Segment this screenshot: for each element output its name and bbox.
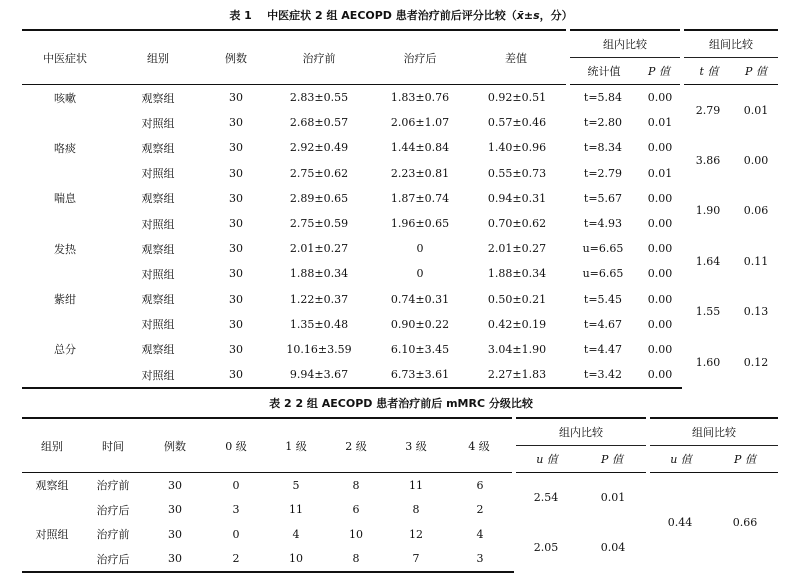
t2-g2: 10 [349, 527, 363, 541]
t1-after: 2.06±1.07 [390, 116, 450, 130]
t1-header-stat: 统计值 [568, 58, 638, 85]
t2-g1: 10 [266, 547, 326, 573]
t1-n: 30 [229, 292, 243, 306]
t2-g2: 6 [352, 503, 360, 517]
t1-p: 0.01 [647, 116, 673, 130]
t2-header-within: 组内比较 [514, 418, 648, 446]
t1-stat: t=4.67 [583, 317, 623, 331]
t1-before: 1.35±0.48 [289, 317, 349, 331]
t1-after: 1.83±0.76 [390, 91, 450, 105]
t2-g0: 0 [232, 527, 240, 541]
t1-group: 对照组 [141, 267, 175, 281]
t2-header-p: P 值 [578, 446, 648, 473]
t1-before: 9.94±3.67 [264, 362, 374, 388]
t2-header-p2: P 值 [712, 446, 778, 473]
t1-header-between: 组间比较 [682, 30, 778, 58]
t1-after: 6.73±3.61 [374, 362, 466, 388]
t1-header-p2: P 值 [734, 58, 778, 85]
t2-group [22, 547, 82, 573]
t1-diff: 0.42±0.19 [487, 317, 547, 331]
table-row [22, 362, 778, 388]
t2-n: 30 [144, 547, 206, 573]
table-row [22, 473, 778, 498]
t1-group: 观察组 [141, 192, 175, 206]
t2-g2: 8 [352, 478, 360, 492]
t1-stat: t=4.47 [583, 342, 623, 356]
t1-header-symptom: 中医症状 [22, 30, 108, 85]
t1-p2-value: 0.06 [743, 204, 769, 218]
t2-group: 观察组 [35, 479, 69, 493]
t2-g0: 2 [206, 547, 266, 573]
table-row [22, 337, 778, 362]
t2-within-u: 2.54 [533, 491, 559, 504]
t2-g3: 8 [412, 503, 420, 517]
t1-after: 0.90±0.22 [390, 317, 450, 331]
t2-time: 治疗前 [96, 479, 130, 493]
table1-caption-suffix: ，分） [539, 9, 573, 22]
t1-header-before: 治疗前 [264, 30, 374, 85]
t1-symptom: 发热 [54, 242, 76, 256]
t1-symptom [22, 110, 108, 135]
t1-diff: 0.92±0.51 [487, 91, 547, 105]
t2-g4: 4 [476, 527, 484, 541]
t2-n: 30 [168, 503, 182, 517]
t2-g4: 6 [476, 478, 484, 492]
t2-g1: 4 [292, 527, 300, 541]
t1-after: 1.87±0.74 [390, 191, 450, 205]
t1-group: 观察组 [141, 242, 175, 256]
t2-group: 对照组 [35, 528, 69, 542]
t1-diff: 2.01±0.27 [487, 242, 547, 256]
t1-diff: 0.70±0.62 [487, 217, 547, 231]
t1-stat: t=5.45 [583, 292, 623, 306]
table-row [22, 312, 778, 337]
t1-p: 0.00 [647, 317, 673, 331]
t1-n: 30 [229, 141, 243, 155]
table1-caption [0, 7, 802, 23]
t2-g1: 11 [289, 503, 303, 517]
t1-n: 30 [229, 317, 243, 331]
t2-header-count: 例数 [144, 418, 206, 473]
t1-stat: t=8.34 [583, 141, 623, 155]
table-row [22, 186, 778, 211]
table2 [22, 417, 778, 573]
t1-diff: 0.55±0.73 [487, 166, 547, 180]
t1-before: 2.75±0.59 [289, 217, 349, 231]
table-row [22, 211, 778, 236]
t1-group: 对照组 [141, 217, 175, 231]
t1-after: 2.23±0.81 [390, 166, 450, 180]
table1-caption-stat: x̄±s [516, 9, 540, 22]
t1-group: 对照组 [141, 318, 175, 332]
t1-after: 1.96±0.65 [390, 217, 450, 231]
table-row [22, 135, 778, 160]
t1-after: 0 [416, 267, 424, 281]
t2-header-between: 组间比较 [648, 418, 778, 446]
table-row [22, 236, 778, 261]
t1-diff: 0.50±0.21 [487, 292, 547, 306]
t1-header-diff: 差值 [466, 30, 568, 85]
table-row [22, 287, 778, 312]
t2-header-g4: 4 级 [446, 418, 514, 473]
t1-p: 0.00 [647, 242, 673, 256]
t1-p: 0.00 [647, 342, 673, 356]
t1-stat: t=3.42 [568, 362, 638, 388]
t2-time: 治疗后 [96, 503, 130, 517]
t2-header-group: 组别 [22, 418, 82, 473]
t1-header-within: 组内比较 [568, 30, 682, 58]
t1-before: 2.75±0.62 [289, 166, 349, 180]
t1-diff: 1.88±0.34 [487, 267, 547, 281]
t1-diff: 0.94±0.31 [487, 191, 547, 205]
t1-p: 0.00 [647, 141, 673, 155]
t2-header-g1: 1 级 [266, 418, 326, 473]
t1-p: 0.00 [647, 217, 673, 231]
t1-p2-value: 0.01 [743, 103, 769, 117]
t1-stat: t=4.93 [583, 217, 623, 231]
t2-between-u: 0.44 [667, 516, 693, 529]
t1-before: 2.92±0.49 [289, 141, 349, 155]
table2-caption: 表 2 2 组 AECOPD 患者治疗前后 mMRC 分级比较 [269, 397, 533, 410]
t1-diff: 1.40±0.96 [487, 141, 547, 155]
t1-before: 1.88±0.34 [289, 267, 349, 281]
t1-symptom [22, 161, 108, 186]
t1-group: 观察组 [141, 91, 175, 105]
table1 [22, 29, 778, 389]
t1-group: 对照组 [141, 116, 175, 130]
t2-g1: 5 [292, 478, 300, 492]
t1-header-after: 治疗后 [374, 30, 466, 85]
t1-stat: t=5.84 [583, 91, 623, 105]
t2-time: 治疗后 [82, 547, 144, 573]
t1-group: 对照组 [141, 167, 175, 181]
t2-header-u: u 值 [514, 446, 578, 473]
t1-t-value: 1.60 [695, 356, 721, 370]
t1-n: 30 [229, 242, 243, 256]
t1-n: 30 [229, 217, 243, 231]
t1-after: 0 [416, 242, 424, 256]
t1-p2-value: 0.12 [743, 356, 769, 370]
t1-before: 2.83±0.55 [289, 91, 349, 105]
t1-group: 观察组 [141, 293, 175, 307]
t1-symptom: 总分 [54, 343, 76, 357]
t1-n: 30 [229, 116, 243, 130]
t2-header-g3: 3 级 [386, 418, 446, 473]
t1-header-count: 例数 [208, 30, 264, 85]
t2-n: 30 [168, 478, 182, 492]
t1-before: 2.68±0.57 [289, 116, 349, 130]
t1-header-p: P 值 [638, 58, 682, 85]
t1-diff: 3.04±1.90 [487, 342, 547, 356]
t1-symptom [22, 211, 108, 236]
t1-diff: 0.57±0.46 [487, 116, 547, 130]
t2-g4: 2 [476, 503, 484, 517]
t1-t-value: 1.90 [695, 204, 721, 218]
t2-g3: 11 [409, 478, 423, 492]
t2-time: 治疗前 [96, 528, 130, 542]
t1-symptom [22, 312, 108, 337]
t1-symptom: 咯痰 [54, 141, 76, 155]
t1-after: 0.74±0.31 [390, 292, 450, 306]
t1-n: 30 [229, 191, 243, 205]
t2-between-p: 0.66 [732, 516, 758, 529]
t1-n: 30 [229, 342, 243, 356]
t1-after: 1.44±0.84 [390, 141, 450, 155]
t1-group: 观察组 [141, 343, 175, 357]
t1-before: 10.16±3.59 [286, 342, 352, 356]
t1-stat: u=6.65 [582, 267, 624, 281]
t1-p2-value: 0.00 [743, 154, 769, 168]
t1-before: 2.01±0.27 [289, 242, 349, 256]
t1-stat: u=6.65 [582, 242, 624, 256]
table-row [22, 261, 778, 286]
t1-before: 2.89±0.65 [289, 191, 349, 205]
t2-g3: 7 [386, 547, 446, 573]
t2-g0: 3 [232, 503, 240, 517]
t2-g3: 12 [409, 527, 423, 541]
t1-symptom: 紫绀 [54, 293, 76, 307]
t2-g2: 8 [326, 547, 386, 573]
t1-group: 观察组 [141, 141, 175, 155]
t1-n: 30 [229, 166, 243, 180]
t1-stat: t=2.79 [583, 166, 623, 180]
t1-header-group: 组别 [108, 30, 208, 85]
t1-symptom [22, 362, 108, 388]
t2-g0: 0 [232, 478, 240, 492]
t1-t-value: 3.86 [695, 154, 721, 168]
t1-p2-value: 0.11 [743, 254, 769, 268]
t2-header-u2: u 值 [648, 446, 712, 473]
t2-header-time: 时间 [82, 418, 144, 473]
t1-before: 1.22±0.37 [289, 292, 349, 306]
t2-within-u: 2.05 [533, 540, 559, 554]
t2-n: 30 [168, 527, 182, 541]
t1-t-value: 2.79 [695, 103, 721, 117]
t2-within-p: 0.01 [600, 491, 626, 504]
t1-p: 0.00 [647, 292, 673, 306]
t1-n: 30 [229, 91, 243, 105]
t2-header-g2: 2 级 [326, 418, 386, 473]
table-row [22, 85, 778, 111]
table1-caption-prefix: 表 1 [229, 9, 252, 22]
t1-t-value: 1.64 [695, 254, 721, 268]
t1-p: 0.00 [647, 267, 673, 281]
t1-group: 对照组 [108, 362, 208, 388]
t1-n: 30 [229, 267, 243, 281]
t2-group [22, 498, 82, 523]
table1-caption-text: 中医症状 2 组 AECOPD 患者治疗前后评分比较（ [267, 9, 517, 22]
table-row [22, 161, 778, 186]
t2-header-g0: 0 级 [206, 418, 266, 473]
t1-symptom [22, 261, 108, 286]
t1-after: 6.10±3.45 [390, 342, 450, 356]
t1-p2-value: 0.13 [743, 305, 769, 319]
t1-stat: t=5.67 [583, 191, 623, 205]
t1-p: 0.00 [647, 191, 673, 205]
t2-within-p: 0.04 [600, 540, 626, 554]
t1-stat: t=2.80 [583, 116, 623, 130]
t1-header-t: t 值 [682, 58, 734, 85]
t1-symptom: 咳嗽 [54, 91, 76, 105]
t1-p: 0.00 [638, 362, 682, 388]
t1-t-value: 1.55 [695, 305, 721, 319]
t1-p: 0.00 [647, 91, 673, 105]
table-row [22, 110, 778, 135]
t1-diff: 2.27±1.83 [466, 362, 568, 388]
t1-symptom: 喘息 [54, 192, 76, 206]
t1-p: 0.01 [647, 166, 673, 180]
t2-g4: 3 [446, 547, 514, 573]
t1-n: 30 [208, 362, 264, 388]
